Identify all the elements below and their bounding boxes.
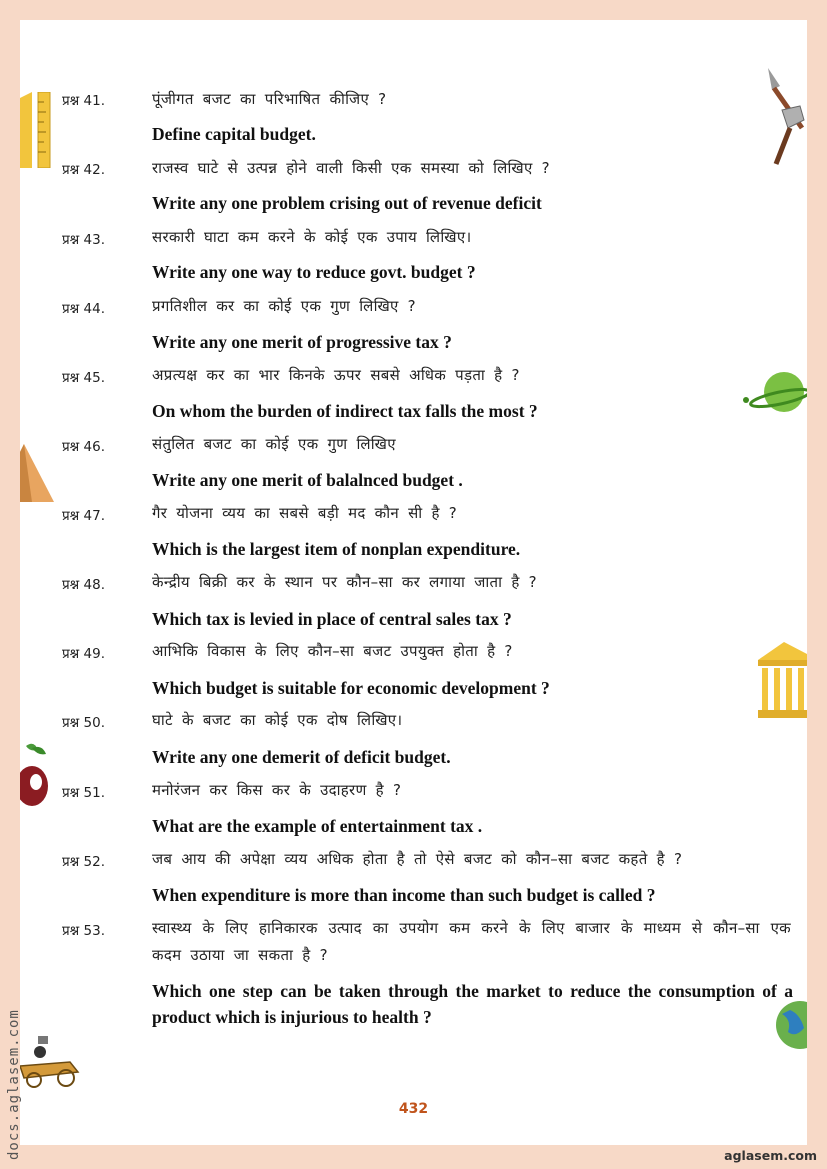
question-english: Write any one merit of balalnced budget . bbox=[152, 470, 463, 490]
globe-clipart-icon bbox=[774, 998, 807, 1052]
question-number: प्रश्न 44. bbox=[62, 301, 105, 317]
pyramid-clipart-icon bbox=[20, 444, 54, 502]
planet-clipart-icon bbox=[740, 370, 807, 416]
page-number: 432 bbox=[398, 1101, 429, 1117]
question-english: Which is the largest item of nonplan expenditure. bbox=[152, 539, 521, 559]
question-number: प्रश्न 47. bbox=[62, 508, 105, 524]
question-hindi: पूंजीगत बजट का परिभाषित कीजिए ? bbox=[152, 90, 387, 108]
question-hindi: आभिकि विकास के लिए कौन–सा बजट उपयुक्त होता है ? bbox=[152, 642, 513, 660]
question-hindi: अप्रत्यक्ष कर का भार किनके ऊपर सबसे अधिक पड़ता है ? bbox=[152, 366, 520, 384]
footer-site-name: aglasem.com bbox=[724, 1148, 817, 1163]
document-page bbox=[20, 20, 807, 1145]
question-hindi: घाटे के बजट का कोई एक दोष लिखिए। bbox=[152, 711, 403, 729]
question-hindi: स्वास्थ्य के लिए हानिकारक उत्पाद का उपयोग कम करने के लिए बाजार के माध्यम से कौन–सा एक कदम उठाया जा सकता है ? bbox=[152, 919, 791, 964]
building-clipart-icon bbox=[758, 642, 807, 718]
ruler-clipart-icon bbox=[20, 92, 54, 168]
question-number: प्रश्न 52. bbox=[62, 854, 105, 870]
question-hindi: प्रगतिशील कर का कोई एक गुण लिखिए ? bbox=[152, 297, 416, 315]
question-number: प्रश्न 45. bbox=[62, 370, 105, 386]
question-hindi: जब आय की अपेक्षा व्यय अधिक होता है तो ऐसे बजट को कौन–सा बजट कहते है ? bbox=[152, 850, 683, 868]
question-number: प्रश्न 51. bbox=[62, 785, 105, 801]
question-english: Write any one merit of progressive tax ? bbox=[152, 332, 452, 352]
question-hindi: राजस्व घाटे से उत्पन्न होने वाली किसी एक समस्या को लिखिए ? bbox=[152, 159, 550, 177]
question-english: Write any one demerit of deficit budget. bbox=[152, 747, 451, 767]
question-english: On whom the burden of indirect tax falls the most ? bbox=[152, 401, 538, 421]
question-number: प्रश्न 49. bbox=[62, 646, 105, 662]
question-hindi: मनोरंजन कर किस कर के उदाहरण है ? bbox=[152, 781, 402, 799]
question-english: Write any one way to reduce govt. budget ? bbox=[152, 262, 476, 282]
question-english: Define capital budget. bbox=[152, 124, 316, 144]
question-number: प्रश्न 43. bbox=[62, 232, 105, 248]
question-hindi: गैर योजना व्यय का सबसे बड़ी मद कौन सी है ? bbox=[152, 504, 458, 522]
cart-clipart-icon bbox=[20, 1032, 80, 1090]
question-hindi: केन्द्रीय बिक्री कर के स्थान पर कौन–सा कर लगाया जाता है ? bbox=[152, 573, 537, 591]
question-number: प्रश्न 50. bbox=[62, 715, 105, 731]
question-english: Which tax is levied in place of central sales tax ? bbox=[152, 609, 512, 629]
question-hindi: सरकारी घाटा कम करने के कोई एक उपाय लिखिए। bbox=[152, 228, 472, 246]
question-hindi: संतुलित बजट का कोई एक गुण लिखिए bbox=[152, 435, 396, 453]
question-number: प्रश्न 41. bbox=[62, 93, 105, 109]
question-number: प्रश्न 46. bbox=[62, 439, 105, 455]
question-number: प्रश्न 53. bbox=[62, 923, 105, 939]
tool-clipart-icon bbox=[762, 68, 807, 168]
question-english: When expenditure is more than income than such budget is called ? bbox=[152, 885, 656, 905]
question-number: प्रश्न 48. bbox=[62, 577, 105, 593]
question-english: Write any one problem crising out of revenue deficit bbox=[152, 193, 542, 213]
question-english: Which one step can be taken through the market to reduce the consumption of a product which is injurious to health ? bbox=[152, 981, 793, 1027]
fruit-clipart-icon bbox=[20, 742, 50, 810]
site-watermark: docs.aglasem.com bbox=[6, 1009, 22, 1160]
question-number: प्रश्न 42. bbox=[62, 162, 105, 178]
question-english: Which budget is suitable for economic development ? bbox=[152, 678, 550, 698]
question-english: What are the example of entertainment tax . bbox=[152, 816, 483, 836]
